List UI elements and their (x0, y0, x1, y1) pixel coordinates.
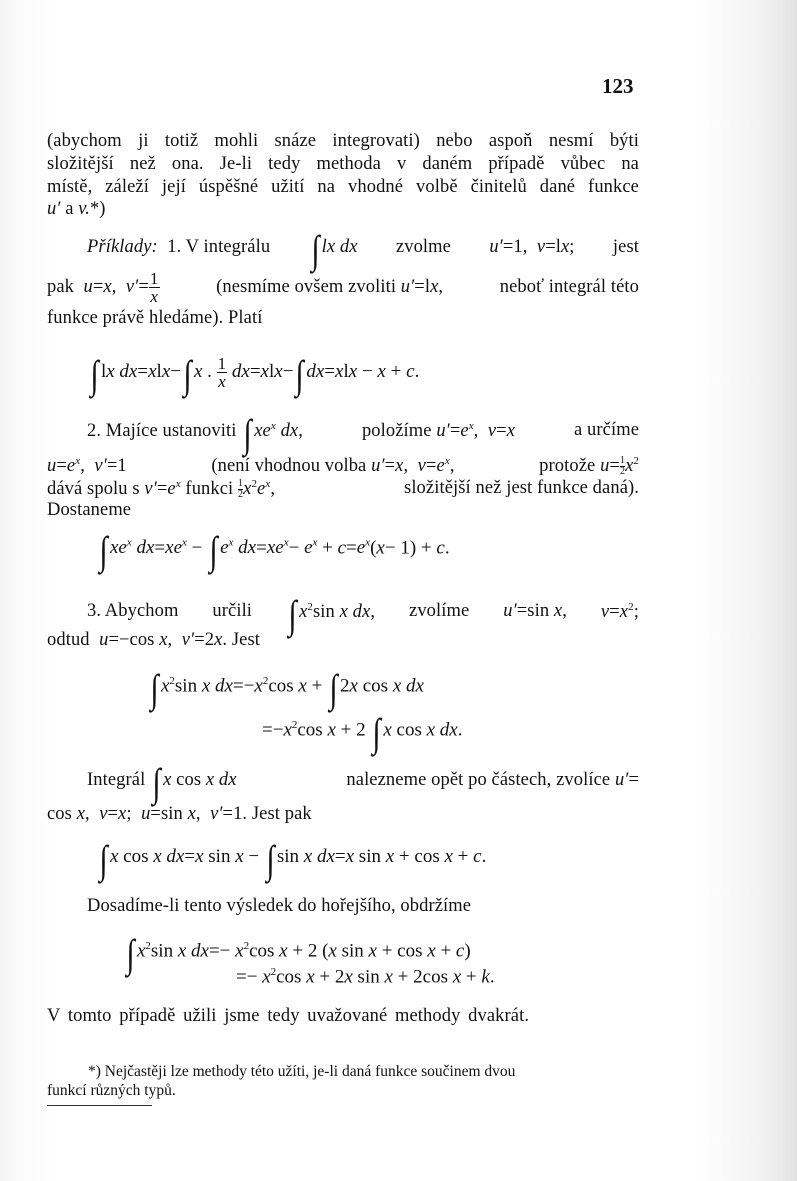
example-1-line-1: Příklady: 1. V integrálu ∫ lx dx zvolme u′=1, v=lx; jest (87, 227, 639, 272)
examples-heading: Příklady: (87, 237, 158, 257)
equation-3a: ∫ $x^2\sin$ x $dx=-x^2\cos$ x + ∫ 2x cos x dx (150, 666, 424, 712)
example-1-line-2: pak u=x, v′= $\frac{1}{x}$ (nesmíme ovšem zvoliti u′=lx, neboť integrál této (47, 269, 639, 306)
example-3-line-3: Integrál ∫ x cos x dx nalezneme opět po částech, zvolíce u′= (87, 760, 639, 805)
equation-3e: =− $x^2\cos$ x + 2x sin x + 2cos x + k. (236, 966, 495, 988)
example-1-line-3: funkce právě hledáme). Platí (47, 308, 263, 328)
paragraph-line: složitější než ona. Je-li tedy methoda v daném případě vůbec na (47, 154, 639, 174)
equation-3c: ∫ x cos x dx=x sin x − ∫ sin x dx=x sin x + cos x + c. (99, 837, 487, 882)
example-3-line-5: Dosadíme-li tento výsledek do hořejšího, obdržíme (87, 896, 472, 916)
footnote-line-2: funkcí různých typů. (47, 1082, 176, 1099)
example-3-line-4: cos x, v=x; u=sin x, v′=1. Jest pak (47, 804, 312, 824)
example-2-line-2: $u=e^x$, v′=1 (není vhodnou volba u′=x, $v=e^x$, protože u= $\frac{1}{2}x^2$ (47, 455, 639, 478)
equation-3b: $=-x^2\cos$ x + 2 ∫ x cos x dx. (262, 710, 463, 756)
paragraph-line: u′ a v.*) (47, 199, 106, 219)
fraction: $\frac{1}{x}$ (149, 269, 159, 306)
example-3-line-1: 3. Abychom určili ∫ $x^2\sin$ x dx, zvolíme u′=sin x, $v=x^2$; (87, 592, 639, 638)
example-3-line-2: odtud u=−cos x, v′=2x. Jest (47, 630, 260, 650)
footnote-line-1: *) Nejčastěji lze methody této užíti, je-li daná funkce součinem dvou (88, 1063, 516, 1080)
equation-3d: ∫ $x^2\sin$ x $dx=- x^2\cos$ x + 2 (x sin x + cos x + c) (126, 931, 471, 977)
paragraph-line: (abychom ji totiž mohli snáze integrovati) nebo aspoň nesmí býti (47, 131, 639, 151)
equation-2: ∫ $xe^x$ $dx=xe^x$ − ∫ $e^x$ $dx=xe^x- e^x + c=e^x(x- 1) + c$. (99, 528, 450, 574)
footnote-divider (47, 1105, 152, 1106)
example-2-line-3: dává spolu s $v'=e^x$ funkci $\frac{1}{2}x^2e^x$, složitější než jest funkce daná). (47, 478, 639, 501)
page-number: 123 (602, 74, 634, 98)
equation-1: ∫ lx dx=xlx−∫ x . $\frac{1}{x}$ dx=xlx−∫ dx=xlx − x + c. (90, 351, 420, 397)
example-2-line-4: Dostaneme (47, 500, 132, 520)
conclusion: V tomto případě užili jsme tedy uvažované methody dvakrát. (47, 1006, 530, 1026)
paragraph-line: místě, záleží její úspěšné užití na vhodné volbě činitelů dané funkce (47, 177, 639, 197)
example-2-line-1: 2. Majíce ustanoviti ∫ $xe^x$ dx, položíme $u'=e^x$, v=x a určíme (87, 411, 639, 457)
